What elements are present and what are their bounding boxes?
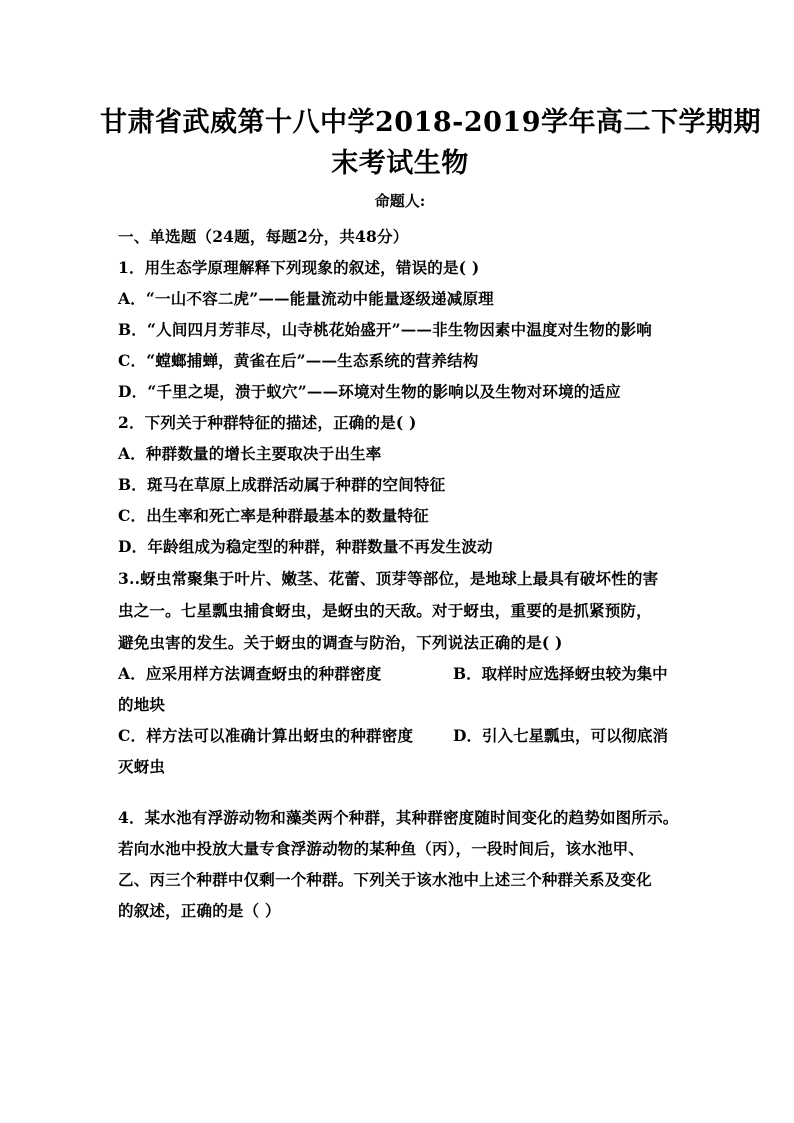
question-2-option-a: A．种群数量的增长主要取决于出生率 xyxy=(118,444,382,463)
question-4-stem-line3: 乙、丙三个种群中仅剩一个种群。下列关于该水池中上述三个种群关系及变化 xyxy=(118,870,652,889)
question-1-stem: 1．用生态学原理解释下列现象的叙述，错误的是( ) xyxy=(118,258,480,277)
question-2-option-c: C．出生率和死亡率是种群最基本的数量特征 xyxy=(118,506,429,525)
question-3-option-a: A．应采用样方法调查蚜虫的种群密度 xyxy=(118,664,382,683)
question-3-stem-line1: 3..蚜虫常聚集于叶片、嫩茎、花蕾、顶芽等部位，是地球上最具有破坏性的害 xyxy=(118,569,659,588)
question-1-option-c: C．“螳螂捕蝉，黄雀在后”——生态系统的营养结构 xyxy=(118,351,479,370)
question-3-option-c: C．样方法可以准确计算出蚜虫的种群密度 xyxy=(118,726,414,745)
question-1-option-d: D．“千里之堤，溃于蚁穴”——环境对生物的影响以及生物对环境的适应 xyxy=(118,382,621,401)
question-4-stem-line1: 4．某水池有浮游动物和藻类两个种群，其种群密度随时间变化的趋势如图所示。 xyxy=(118,808,679,827)
question-4-stem-line2: 若向水池中投放大量专食浮游动物的某种鱼（丙），一段时间后，该水池甲、 xyxy=(118,839,645,858)
question-3-stem-line3: 避免虫害的发生。关于蚜虫的调查与防治，下列说法正确的是( ) xyxy=(118,633,563,652)
question-3-option-b: B．取样时应选择蚜虫较为集中 xyxy=(453,664,668,683)
page-title-line1: 甘肃省武威第十八中学2018-2019学年高二下学期期 xyxy=(100,107,761,138)
question-3-option-b-continued: 的地块 xyxy=(118,695,166,714)
question-3-stem-line2: 虫之一。七星瓢虫捕食蚜虫，是蚜虫的天敌。对于蚜虫，重要的是抓紧预防， xyxy=(118,601,652,620)
question-2-stem: 2．下列关于种群特征的描述，正确的是( ) xyxy=(118,413,417,432)
section-heading: 一、单选题（24题，每题2分，共48分） xyxy=(118,227,409,246)
question-3-option-d: D．引入七星瓢虫，可以彻底消 xyxy=(453,726,668,745)
question-1-option-a: A．“一山不容二虎”——能量流动中能量逐级递减原理 xyxy=(118,289,494,308)
author-label: 命题人: xyxy=(374,192,426,210)
question-1-option-b: B．“人间四月芳菲尽，山寺桃花始盛开”——非生物因素中温度对生物的影响 xyxy=(118,320,652,339)
question-2-option-b: B．斑马在草原上成群活动属于种群的空间特征 xyxy=(118,475,446,494)
question-3-option-d-continued: 灭蚜虫 xyxy=(118,757,166,776)
page-title-line2: 末考试生物 xyxy=(331,148,469,179)
question-2-option-d: D．年龄组成为稳定型的种群，种群数量不再发生波动 xyxy=(118,537,493,556)
question-4-stem-line4: 的叙述，正确的是（ ） xyxy=(118,901,281,920)
